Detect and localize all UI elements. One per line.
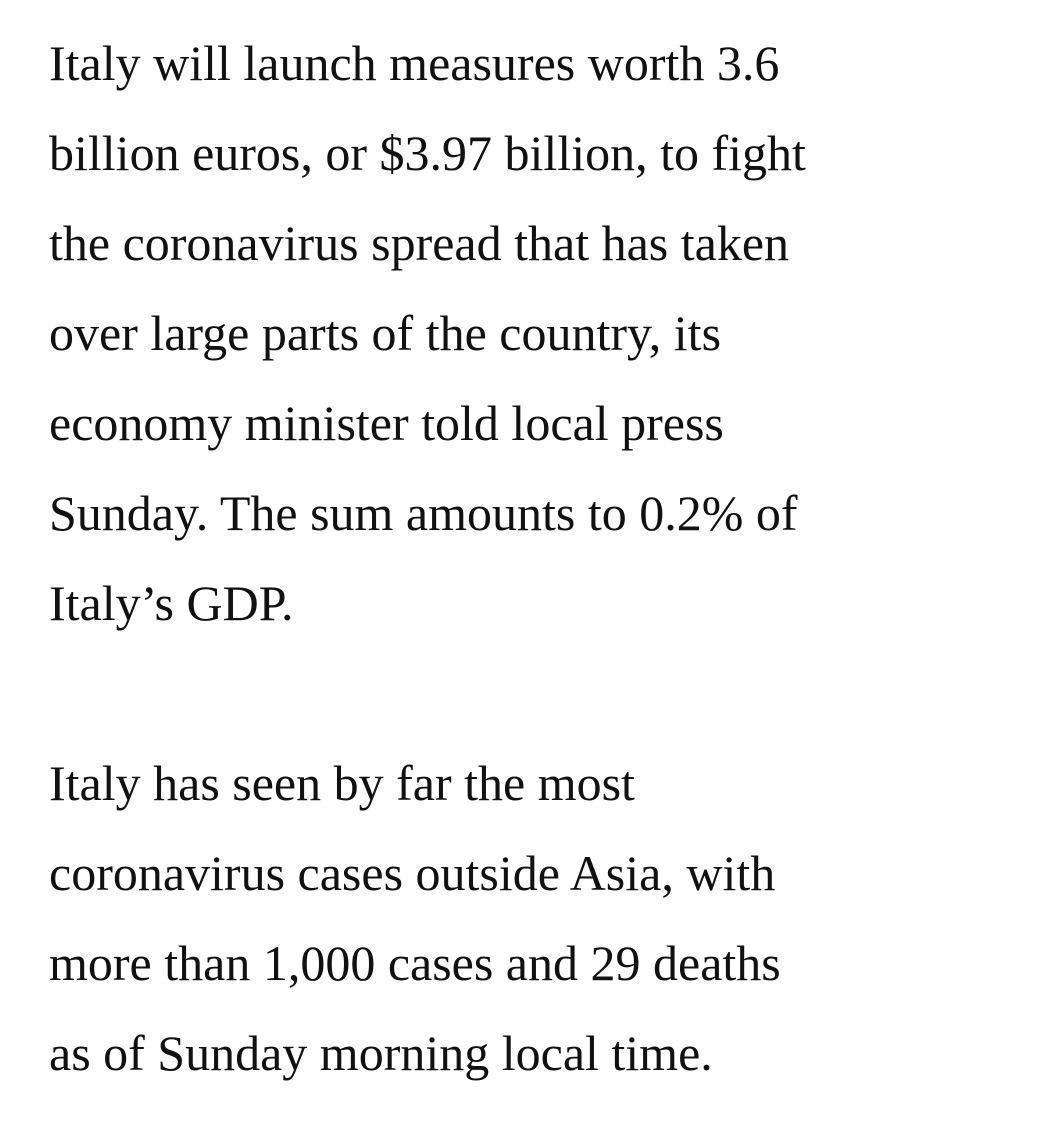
article-body [49, 18, 949, 1098]
paragraph-line: Italy has seen by far the most [49, 755, 635, 811]
paragraph-line: billion euros, or $3.97 billion, to fight [49, 125, 806, 181]
paragraph-spacer [49, 648, 949, 738]
paragraph-line: Italy’s GDP. [49, 575, 294, 631]
paragraph-line: coronavirus cases outside Asia, with [49, 845, 776, 901]
paragraph-line: as of Sunday morning local time. [49, 1025, 713, 1081]
paragraph-line: the coronavirus spread that has taken [49, 215, 790, 271]
paragraph-line: economy minister told local press [49, 395, 724, 451]
paragraph-line: Italy will launch measures worth 3.6 [49, 35, 780, 91]
paragraph-line: over large parts of the country, its [49, 305, 722, 361]
paragraph-line: more than 1,000 cases and 29 deaths [49, 935, 781, 991]
paragraph-line: Sunday. The sum amounts to 0.2% of [49, 485, 798, 541]
paragraph-italy-cases [49, 738, 949, 1098]
paragraph-italy-measures [49, 18, 949, 648]
